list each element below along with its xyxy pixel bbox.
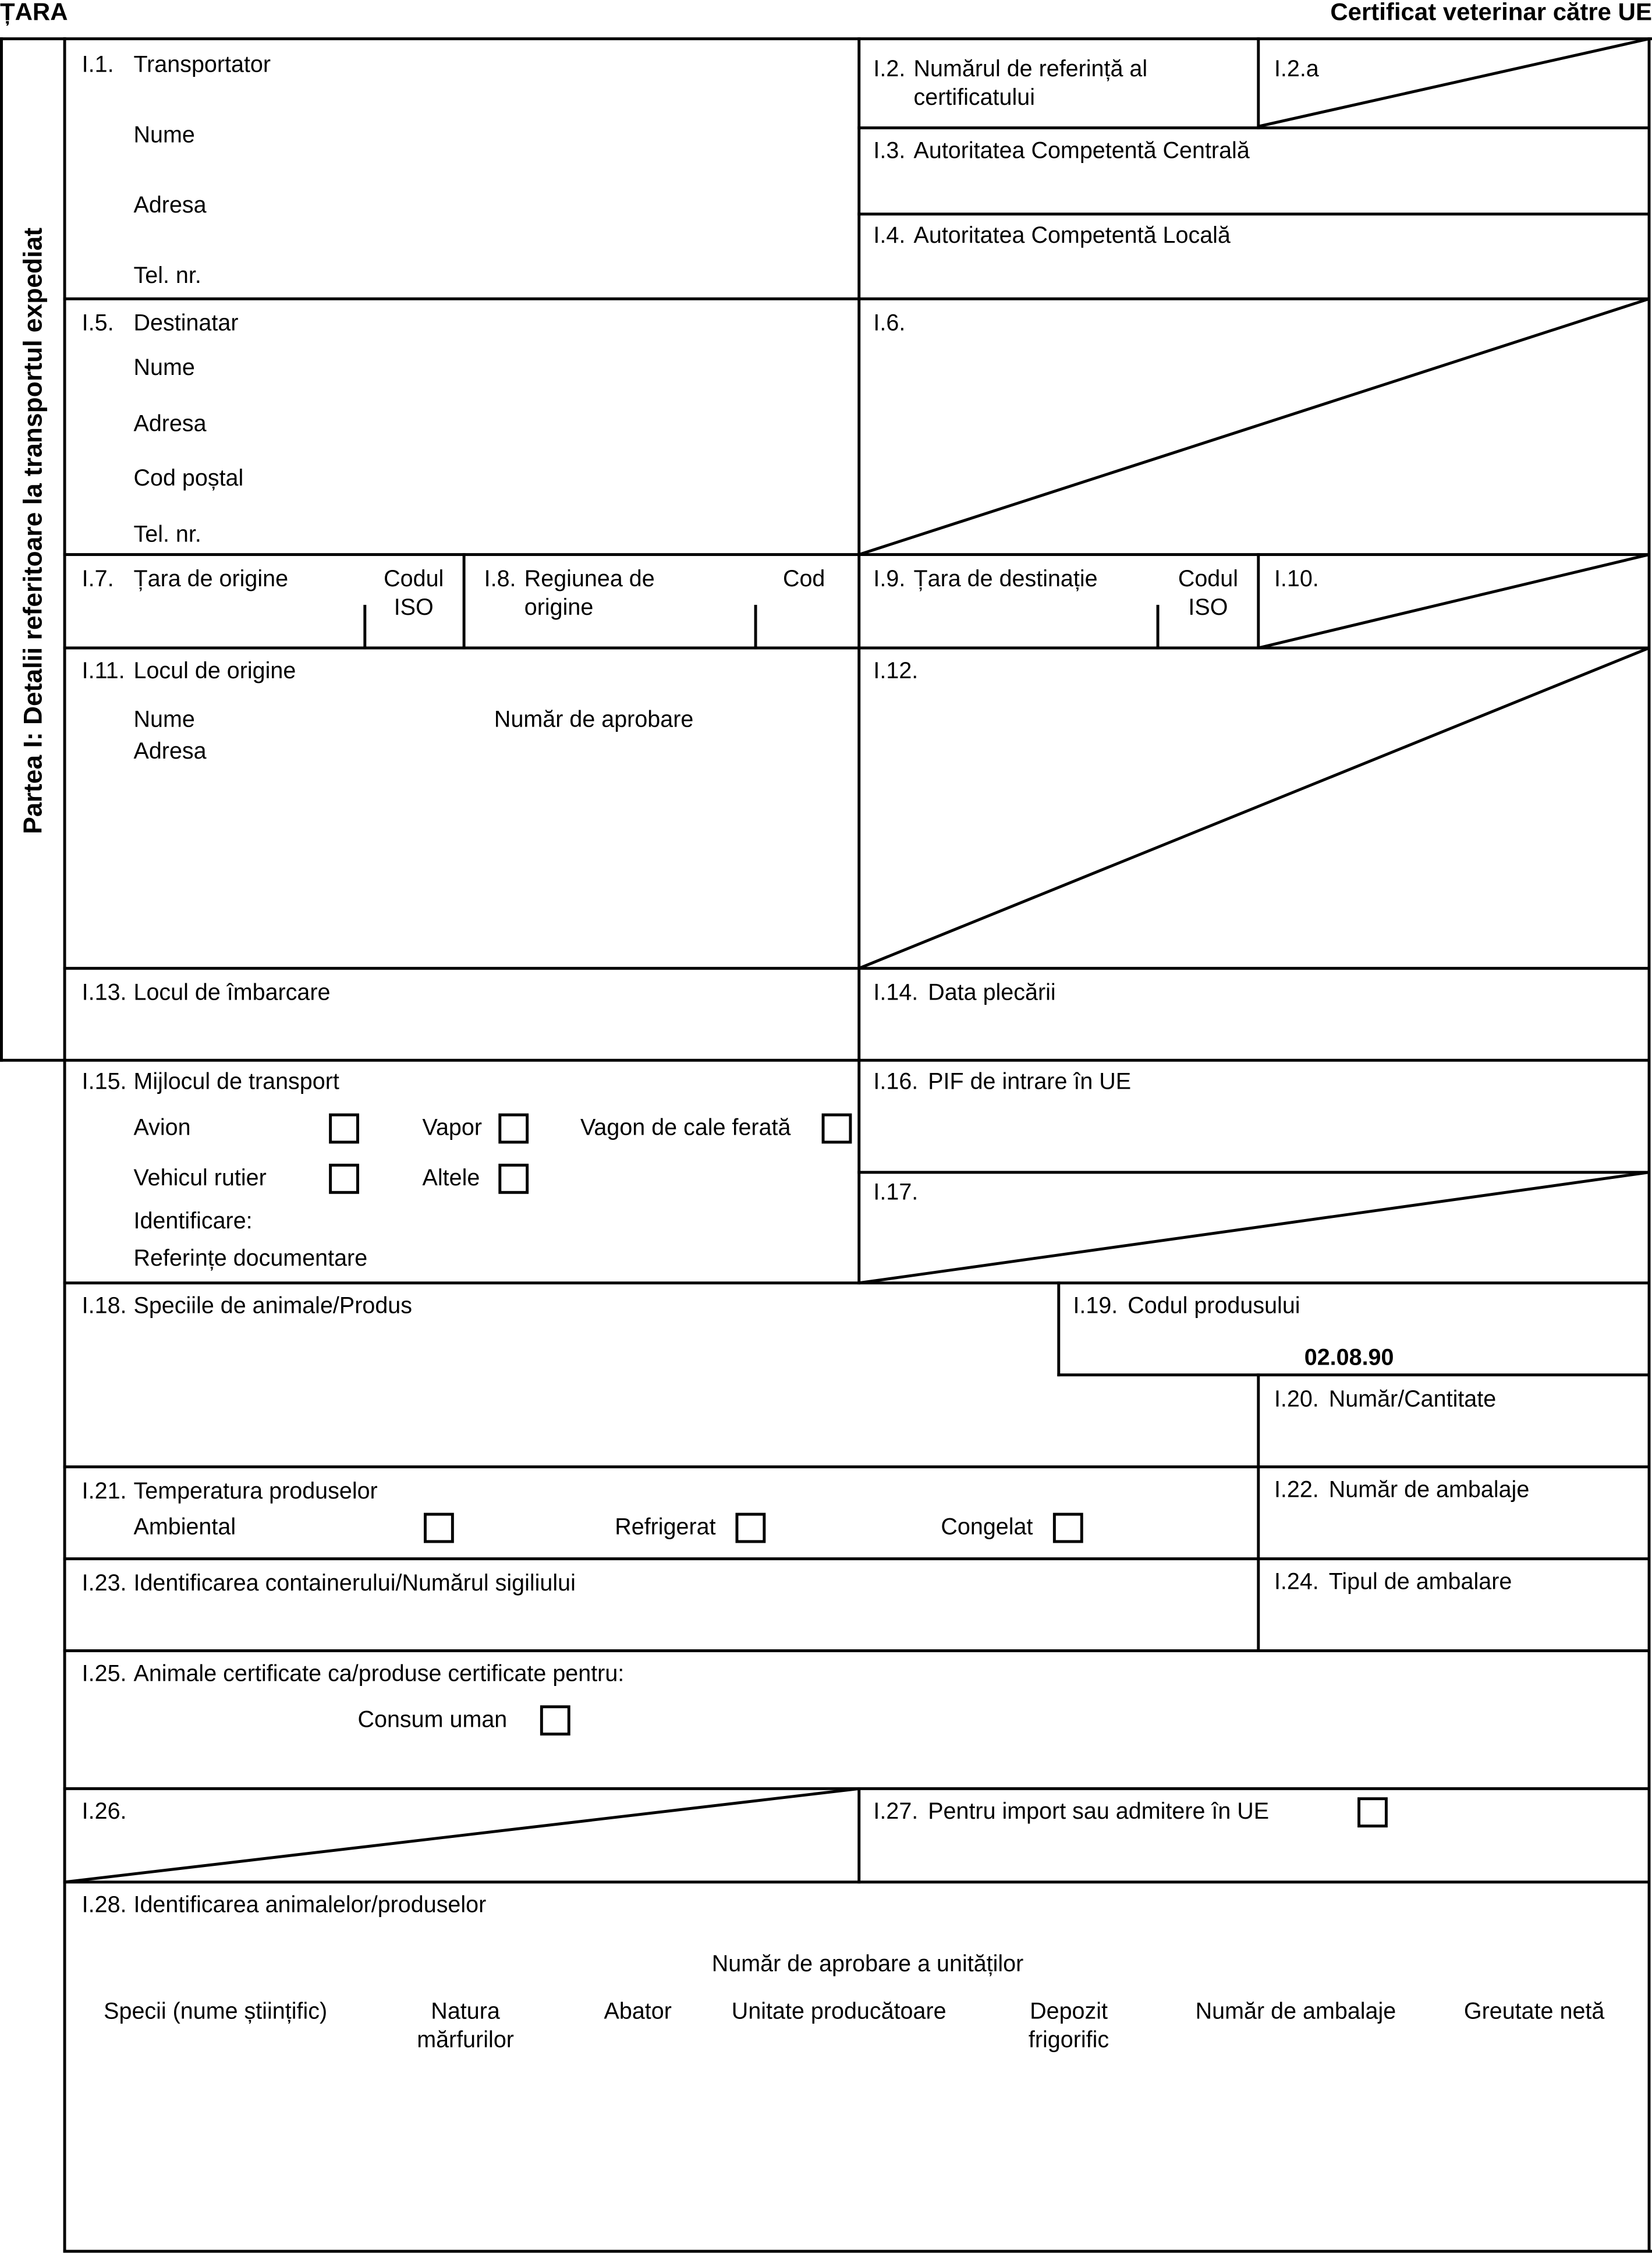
i16-number: I.16. — [873, 1070, 919, 1095]
i11-approval: Număr de aprobare — [494, 708, 694, 733]
i8-number: I.8. — [484, 567, 516, 592]
i15-rail-label: Vagon de cale ferată — [580, 1116, 791, 1141]
i28-col-processing-plant: Unitate producătoare — [731, 2000, 946, 2025]
i8-label-line2: origine — [524, 596, 594, 621]
i4-number: I.4. — [873, 224, 906, 249]
i5-number: I.5. — [81, 311, 114, 336]
i19-label: Codul produsului — [1128, 1294, 1300, 1319]
i8-label-line1: Regiunea de — [524, 567, 655, 592]
i2-label-line2: certificatului — [913, 86, 1036, 111]
i21-frozen-label: Congelat — [941, 1515, 1033, 1540]
diagonal-i12 — [859, 648, 1649, 968]
i15-documents: Referințe documentare — [133, 1247, 368, 1272]
i11-label: Locul de origine — [133, 659, 296, 684]
i15-identification: Identificare: — [133, 1209, 253, 1234]
i13-number: I.13. — [81, 981, 127, 1006]
i17-number: I.17. — [873, 1181, 919, 1206]
i9-code-line2: ISO — [1188, 596, 1228, 621]
i18-label: Speciile de animale/Produs — [133, 1294, 412, 1319]
i15-plane-checkbox[interactable] — [329, 1114, 359, 1144]
i24-number: I.24. — [1274, 1570, 1319, 1595]
diagonal-i26 — [65, 1788, 859, 1882]
i2-label-line1: Numărul de referință al — [913, 57, 1148, 82]
i15-label: Mijlocul de transport — [133, 1070, 339, 1095]
i19-product-code: 02.08.90 — [1304, 1346, 1394, 1371]
i3-number: I.3. — [873, 139, 906, 164]
i3-label: Autoritatea Competentă Centrală — [913, 139, 1250, 164]
i1-name: Nume — [133, 123, 195, 148]
i28-col-cold-store-line2: frigorific — [1028, 2028, 1109, 2053]
i28-col-slaughterhouse: Abator — [604, 2000, 672, 2025]
i22-number: I.22. — [1274, 1478, 1319, 1503]
i28-number: I.28. — [81, 1893, 127, 1918]
i27-checkbox[interactable] — [1357, 1797, 1388, 1827]
i20-number: I.20. — [1274, 1387, 1319, 1412]
i7-code-line2: ISO — [393, 596, 434, 621]
i23-number: I.23. — [81, 1571, 127, 1596]
i5-name: Nume — [133, 356, 195, 381]
i5-address: Adresa — [133, 412, 207, 437]
i5-postal: Cod poștal — [133, 467, 244, 491]
i25-number: I.25. — [81, 1662, 127, 1687]
i21-chilled-checkbox[interactable] — [736, 1513, 766, 1543]
i5-label: Destinatar — [133, 311, 239, 336]
i28-col-species: Specii (nume științific) — [104, 2000, 328, 2025]
i1-label: Transportator — [133, 53, 271, 78]
i27-number: I.27. — [873, 1800, 919, 1825]
i13-label: Locul de îmbarcare — [133, 981, 331, 1006]
i25-label: Animale certificate ca/produse certificate pentru: — [133, 1662, 625, 1687]
i20-label: Număr/Cantitate — [1328, 1387, 1497, 1412]
i28-col-net-weight: Greutate netă — [1463, 2000, 1605, 2025]
i15-rail-checkbox[interactable] — [822, 1114, 852, 1144]
i25-human-checkbox[interactable] — [540, 1705, 570, 1735]
i28-col-nature-line1: Natura — [431, 2000, 500, 2025]
i1-tel: Tel. nr. — [133, 264, 201, 289]
i7-code-line1: Codul — [384, 567, 444, 592]
i2a-label: I.2.a — [1274, 57, 1319, 82]
i14-number: I.14. — [873, 981, 919, 1006]
i10-number: I.10. — [1274, 567, 1319, 592]
i1-number: I.1. — [81, 53, 114, 78]
i28-approval-heading: Număr de aprobare a unităților — [711, 1952, 1024, 1977]
i2-number: I.2. — [873, 57, 906, 82]
i7-label: Țara de origine — [133, 567, 289, 592]
i15-plane-label: Avion — [133, 1116, 191, 1141]
i21-frozen-checkbox[interactable] — [1053, 1513, 1083, 1543]
i16-label: PIF de intrare în UE — [928, 1070, 1132, 1095]
i5-tel: Tel. nr. — [133, 523, 201, 548]
diagonal-i6 — [859, 299, 1649, 554]
diagonal-i17 — [859, 1172, 1649, 1283]
i15-road-checkbox[interactable] — [329, 1164, 359, 1194]
i21-chilled-label: Refrigerat — [615, 1515, 716, 1540]
i4-label: Autoritatea Competentă Locală — [913, 224, 1231, 249]
i18-number: I.18. — [81, 1294, 127, 1319]
i21-ambient-label: Ambiental — [133, 1515, 236, 1540]
i11-number: I.11. — [81, 659, 125, 684]
i28-col-cold-store-line1: Depozit — [1030, 2000, 1108, 2025]
part-one-side-label: Partea I: Detalii referitoare la transportul expediat — [19, 227, 48, 834]
i11-address: Adresa — [133, 739, 207, 764]
i26-number: I.26. — [81, 1800, 127, 1825]
i21-ambient-checkbox[interactable] — [424, 1513, 454, 1543]
i25-human-label: Consum uman — [357, 1708, 508, 1733]
i28-col-nature-line2: mărfurilor — [417, 2028, 514, 2053]
i14-label: Data plecării — [928, 981, 1056, 1006]
i1-address: Adresa — [133, 194, 207, 219]
i8-code: Cod — [782, 567, 825, 592]
i24-label: Tipul de ambalare — [1328, 1570, 1512, 1595]
i15-number: I.15. — [81, 1070, 127, 1095]
i11-name: Nume — [133, 708, 195, 733]
i15-road-label: Vehicul rutier — [133, 1166, 267, 1191]
i15-other-checkbox[interactable] — [498, 1164, 529, 1194]
i23-label: Identificarea containerului/Numărul sigiliului — [133, 1571, 576, 1596]
i21-number: I.21. — [81, 1479, 127, 1504]
i6-number: I.6. — [873, 311, 906, 336]
i15-ship-label: Vapor — [422, 1116, 482, 1141]
i19-number: I.19. — [1073, 1294, 1118, 1319]
country-heading: ȚARA — [0, 0, 68, 26]
i7-number: I.7. — [81, 567, 114, 592]
i9-code-line1: Codul — [1178, 567, 1239, 592]
i12-number: I.12. — [873, 659, 919, 684]
i28-col-packages: Număr de ambalaje — [1195, 2000, 1396, 2025]
i15-ship-checkbox[interactable] — [498, 1114, 529, 1144]
i22-label: Număr de ambalaje — [1328, 1478, 1530, 1503]
i9-number: I.9. — [873, 567, 906, 592]
certificate-title: Certificat veterinar către UE — [1330, 0, 1652, 26]
i21-label: Temperatura produselor — [133, 1479, 378, 1504]
i15-other-label: Altele — [422, 1166, 480, 1191]
i9-label: Țara de destinație — [913, 567, 1098, 592]
i27-label: Pentru import sau admitere în UE — [928, 1800, 1270, 1825]
i28-label: Identificarea animalelor/produselor — [133, 1893, 487, 1918]
